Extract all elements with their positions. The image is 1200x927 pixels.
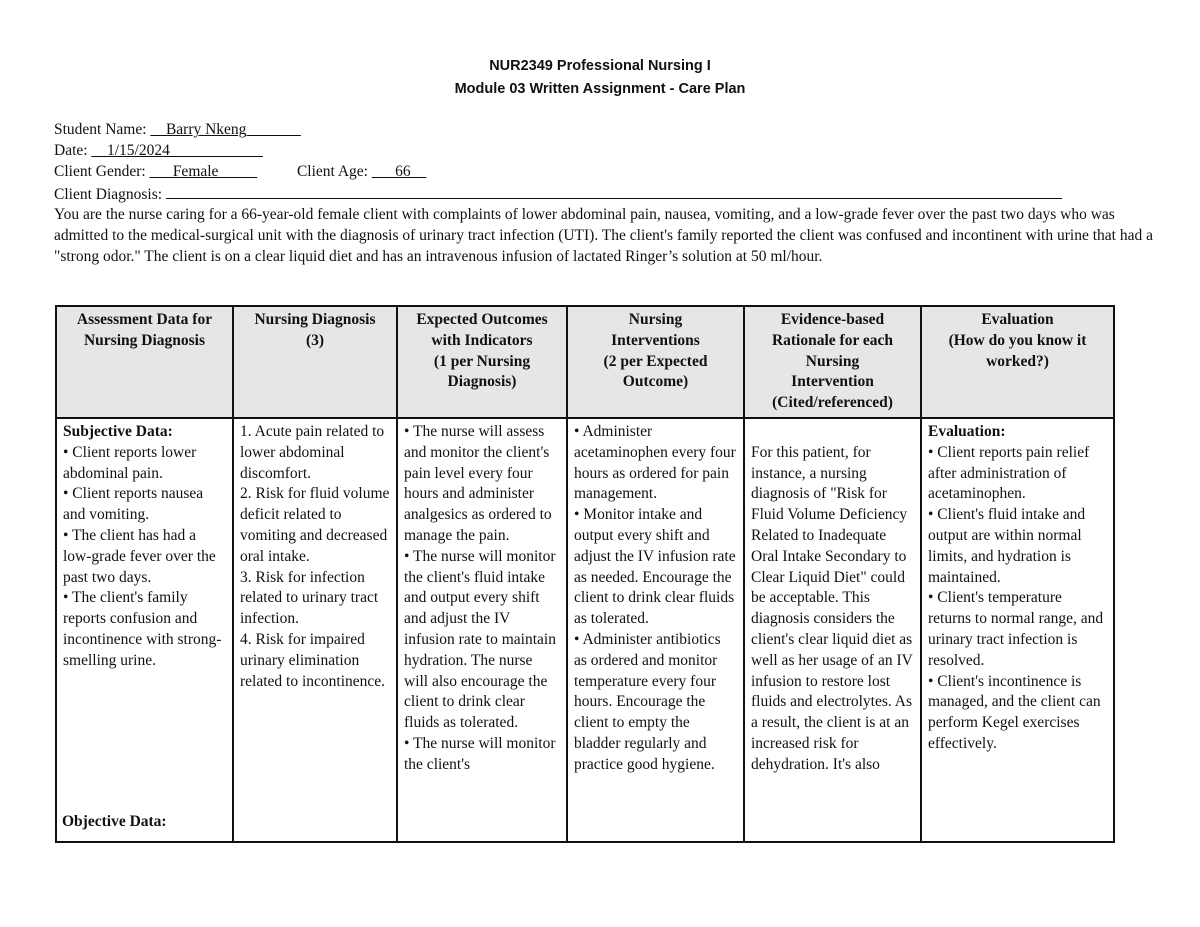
student-name-line [54, 121, 301, 139]
age-label: Client Age: [296, 163, 368, 180]
list-item: • The client's family reports confusion and incontinence with strong-smelling urine. [63, 589, 222, 669]
header-interventions: Nursing Interventions (2 per Expected Outcome) [567, 306, 744, 418]
header-nursing-diagnosis: Nursing Diagnosis (3) [233, 306, 397, 418]
diagnosis-cell [233, 418, 397, 842]
gender-age-line [54, 163, 426, 181]
gender-value: ___Female_____ [149, 163, 258, 180]
header-expected-outcomes: Expected Outcomes with Indicators (1 per Nursing Diagnosis) [397, 306, 567, 418]
list-item: • Client's temperature returns to normal range, and urinary tract infection is resolved. [928, 589, 1104, 669]
list-item: • Client reports nausea and vomiting. [63, 485, 204, 524]
evaluation-label: Evaluation: [928, 422, 1006, 440]
list-item: 1. Acute pain related to lower abdominal discomfort. [240, 422, 385, 482]
list-item: • Client's fluid intake and output are within normal limits, and hydration is maintained. [928, 506, 1086, 586]
list-item: • Monitor intake and output every shift and adjust the IV infusion rate as needed. Encourage the client to drink clear fluids as tolerated. [574, 506, 736, 628]
age-value: ___66__ [371, 163, 427, 180]
student-name-value: __Barry Nkeng_______ [150, 121, 301, 138]
diagnosis-line [54, 184, 1062, 204]
care-plan-table [55, 305, 1115, 843]
header-rationale: Evidence-based Rationale for each Nursing Intervention (Cited/referenced) [744, 306, 921, 418]
list-item: • Client's incontinence is managed, and the client can perform Kegel exercises effectively. [928, 672, 1101, 752]
list-item: • The nurse will assess and monitor the client's pain level every four hours and administer analgesics as ordered to manage the pain. [404, 422, 552, 544]
rationale-text: For this patient, for instance, a nursing diagnosis of "Risk for Fluid Volume Deficiency Related to Inadequate Oral Intake Secondary to Clear Liquid Diet" could be acceptable. This diagnosis considers the client's clear liquid diet as well as her usage of an IV infusion to restore lost fluids and electrolytes. As a result, the client is at an increased risk for dehydration. It's also [751, 443, 913, 773]
header-evaluation: Evaluation (How do you know it worked?) [921, 306, 1114, 418]
assessment-cell [56, 418, 233, 842]
list-item: 2. Risk for fluid volume deficit related to vomiting and decreased oral intake. [240, 485, 390, 565]
date-label: Date: [54, 142, 88, 159]
course-title: NUR2349 Professional Nursing I [489, 58, 711, 74]
header-assessment: Assessment Data for Nursing Diagnosis [56, 306, 233, 418]
gender-label: Client Gender: [54, 163, 146, 180]
header-row [56, 306, 1114, 418]
outcomes-cell [397, 418, 567, 842]
subjective-label: Subjective Data: [63, 422, 173, 440]
date-line [54, 142, 263, 160]
rationale-cell [744, 418, 921, 842]
date-value: __1/15/2024____________ [91, 142, 263, 159]
list-item: • The nurse will monitor the client's fluid intake and output every shift and adjust the IV infusion rate to maintain hydration. The nurse will also encourage the client to drink clear fluids as tolerated. [404, 547, 556, 732]
list-item: 3. Risk for infection related to urinary tract infection. [240, 568, 379, 628]
assignment-title: Module 03 Written Assignment - Care Plan [454, 81, 746, 97]
list-item: 4. Risk for impaired urinary elimination related to incontinence. [240, 630, 386, 690]
list-item: • The nurse will monitor the client's [404, 734, 556, 773]
list-item: • Administer acetaminophen every four hours as ordered for pain management. [574, 422, 736, 503]
table-row [56, 418, 1114, 842]
case-scenario: You are the nurse caring for a 66-year-old female client with complaints of lower abdominal pain, nausea, vomiting, and a low-grade fever over the past two days who was admitted to the medical-surgical unit with the diagnosis of urinary tract infection (UTI). The client's family reported the client was confused and incontinent with urine that had a "strong odor." The client is on a clear liquid diet and has an intravenous infusion of lactated Ringer’s solution at 50 ml/hour. [54, 206, 1153, 265]
diagnosis-label: Client Diagnosis: [54, 186, 163, 203]
student-name-label: Student Name: [54, 121, 147, 138]
diagnosis-blank [166, 184, 1062, 199]
list-item: • Client reports pain relief after administration of acetaminophen. [928, 443, 1090, 503]
objective-label: Objective Data: [62, 813, 167, 830]
evaluation-cell [921, 418, 1114, 842]
list-item: • The client has had a low-grade fever over the past two days. [63, 526, 216, 586]
interventions-cell [567, 418, 744, 842]
list-item: • Client reports lower abdominal pain. [63, 443, 197, 482]
list-item: • Administer antibiotics as ordered and monitor temperature every four hours. Encourage the client to empty the bladder regularly and practice good hygiene. [574, 630, 721, 773]
